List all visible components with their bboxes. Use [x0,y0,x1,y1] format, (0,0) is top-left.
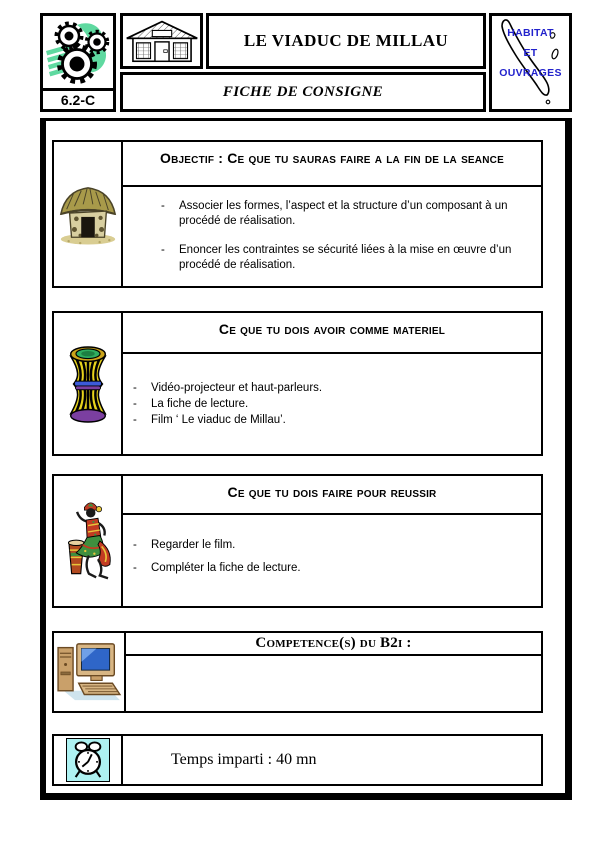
drum-icon [63,341,113,427]
page-title: LE VIADUC DE MILLAU [243,31,449,50]
bullet-dash: - [161,243,165,256]
section-competence [52,631,543,713]
list-item: - Compléter la fiche de lecture. [133,561,531,576]
computer-icon [54,642,124,702]
bullet-dash: - [133,414,137,427]
badge-line-3: OUVRAGES [499,66,562,79]
section-competence-heading: Competence(s) du B2i : [126,633,541,656]
section-temps [52,734,543,786]
dancer-icon [58,494,118,588]
competence-icon-cell [54,633,126,711]
section-reussir [52,474,543,608]
section-objectif-heading: Objectif : Ce que tu sauras faire a la fin de la seance [123,142,541,187]
bullet-dash: - [161,200,165,213]
page-subtitle: FICHE DE CONSIGNE [222,83,384,100]
bullet-dash: - [133,382,137,394]
house-icon [125,18,199,64]
list-item: - Associer les formes, l’aspect et la structure d’un composant à un procédé de réalisation. [161,199,527,229]
content-frame [40,118,572,800]
materiel-icon-cell [54,313,123,454]
list-item: - Film ‘ Le viaduc de Millau’. [133,413,531,428]
alarm-clock-icon [69,740,107,780]
badge-line-2: ET [523,46,538,59]
list-item: - La fiche de lecture. [133,397,531,412]
bullet-dash: - [133,562,137,575]
temps-icon-cell [54,736,123,784]
section-objectif-body [123,187,541,286]
theme-badge-box [489,13,572,112]
reussir-icon-cell [54,476,123,606]
bullet-dash: - [133,398,137,411]
theme-badge-text [492,24,569,84]
section-materiel-body [123,354,541,454]
gears-icon [44,17,112,87]
section-objectif [52,140,543,288]
badge-line-1: HABITAT [507,27,554,39]
title-box [206,13,486,69]
unit-code: 6.2-C [60,92,96,108]
gear-small [87,32,107,52]
bullet-dash: - [133,539,137,551]
hut-icon [57,182,119,246]
unit-code-box [40,91,116,112]
gears-logo-box [40,13,116,91]
section-reussir-body [123,515,541,606]
section-competence-body [126,656,541,711]
house-logo-box [120,13,203,69]
section-materiel-heading: Ce que tu dois avoir comme materiel [123,313,541,354]
list-item: - Vidéo-projecteur et haut-parleurs. [133,381,531,396]
section-reussir-heading: Ce que tu dois faire pour reussir [123,476,541,515]
section-materiel [52,311,543,456]
clock-chip [66,738,110,782]
subtitle-box [120,72,486,112]
gear-big [60,47,94,81]
time-allotted: Temps imparti : 40 mn [171,751,317,768]
list-item: - Regarder le film. [133,538,531,553]
objectif-icon-cell [54,142,123,286]
list-item: - Enoncer les contraintes se sécurité liées à la mise en œuvre d’un procédé de réalisation. [161,243,527,273]
